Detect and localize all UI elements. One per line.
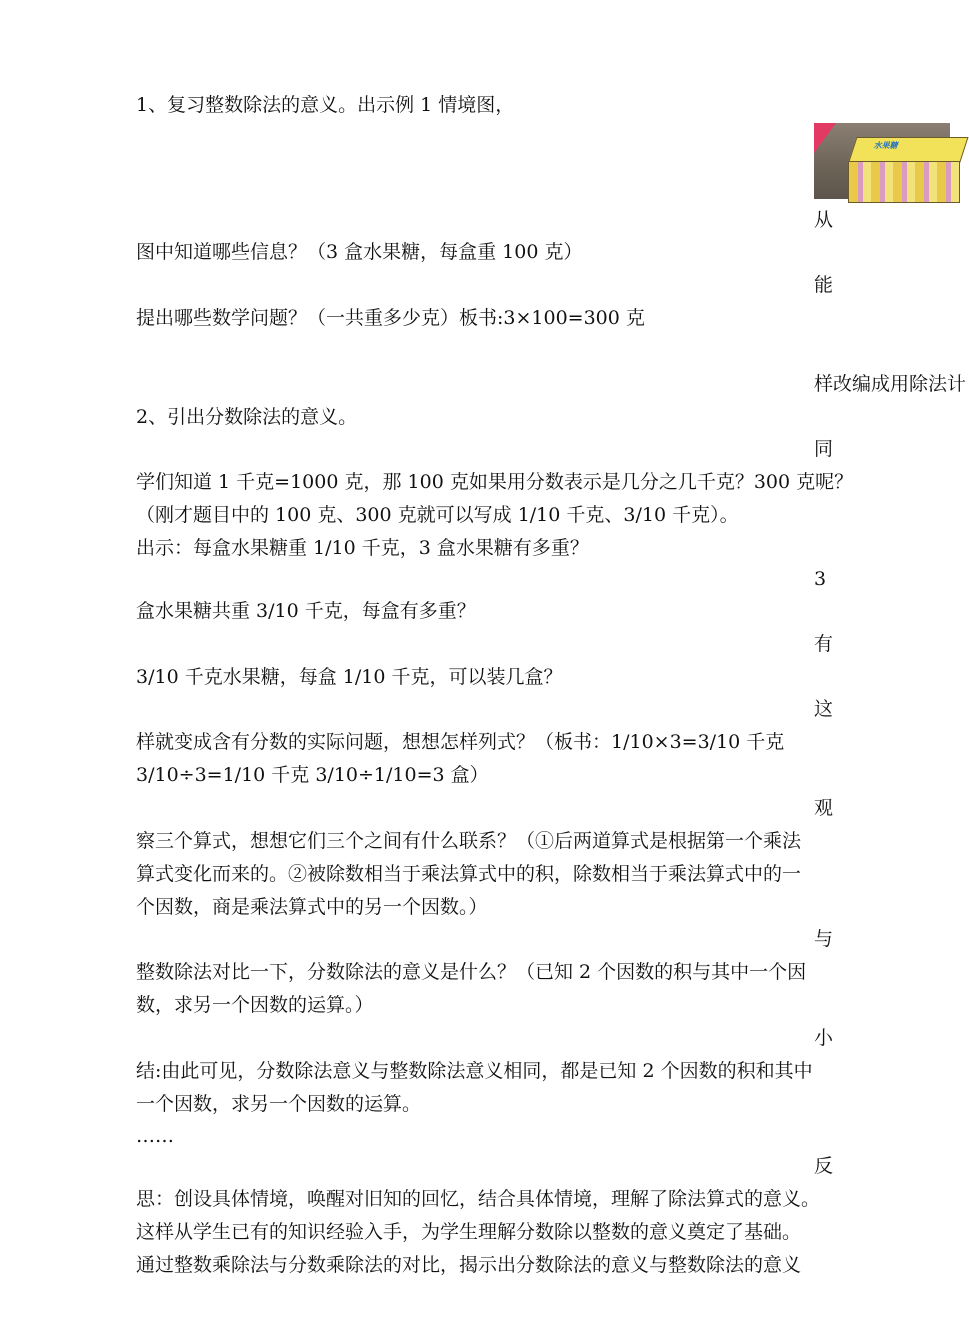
margin-char-4: 同 — [814, 438, 834, 460]
text-line-2: 图中知道哪些信息？（3 盒水果糖，每盒重 100 克） — [136, 241, 583, 263]
text-line-19: …… — [136, 1125, 174, 1147]
text-line-8: 盒水果糖共重 3/10 千克，每盒有多重？ — [136, 600, 476, 622]
margin-char-7: 这 — [814, 698, 834, 720]
text-line-20: 思：创设具体情境，唤醒对旧知的回忆，结合具体情境，理解了除法算式的意义。 — [136, 1188, 821, 1210]
margin-char-11: 反 — [814, 1155, 834, 1177]
margin-char-3: 样改编成用除法计 — [814, 373, 967, 395]
text-line-9: 3/10 千克水果糖，每盒 1/10 千克，可以装几盒？ — [136, 666, 563, 688]
text-line-5: 学们知道 1 千克=1000 克，那 100 克如果用分数表示是几分之几千克？300 克呢？ — [136, 471, 854, 493]
margin-char-1: 从 — [814, 209, 834, 231]
text-line-12: 察三个算式，想想它们三个之间有什么联系？（①后两道算式是根据第一个乘法 — [136, 830, 802, 852]
candy-box-photo — [814, 123, 950, 199]
candy-box-label: 水果糖 — [872, 141, 900, 150]
text-line-14: 个因数，商是乘法算式中的另一个因数。） — [136, 896, 488, 918]
text-line-10: 样就变成含有分数的实际问题，想想怎样列式？（板书：1/10×3=3/10 千克 — [136, 731, 785, 753]
text-line-21: 这样从学生已有的知识经验入手，为学生理解分数除以整数的意义奠定了基础。 — [136, 1221, 802, 1243]
text-line-3: 提出哪些数学问题？（一共重多少克）板书:3×100=300 克 — [136, 307, 645, 329]
margin-char-9: 与 — [814, 928, 834, 950]
text-line-4: 2、引出分数除法的意义。 — [136, 406, 358, 428]
text-line-18: 一个因数，求另一个因数的运算。 — [136, 1093, 422, 1115]
text-line-7: 出示：每盒水果糖重 1/10 千克，3 盒水果糖有多重？ — [136, 537, 589, 559]
margin-char-10: 小 — [814, 1027, 834, 1049]
margin-char-2: 能 — [814, 274, 834, 296]
text-line-13: 算式变化而来的。②被除数相当于乘法算式中的积，除数相当于乘法算式中的一 — [136, 863, 802, 885]
margin-char-8: 观 — [814, 797, 834, 819]
text-line-17: 结:由此可见，分数除法意义与整数除法意义相同，都是已知 2 个因数的积和其中 — [136, 1060, 813, 1082]
text-line-16: 数，求另一个因数的运算。） — [136, 994, 374, 1016]
text-line-1: 1、复习整数除法的意义。出示例 1 情境图， — [136, 94, 515, 116]
text-line-11: 3/10÷3=1/10 千克 3/10÷1/10=3 盒） — [136, 764, 489, 786]
text-line-6: （刚才题目中的 100 克、300 克就可以写成 1/10 千克、3/10 千克）。 — [136, 504, 739, 526]
margin-char-6: 有 — [814, 633, 834, 655]
margin-char-5: 3 — [814, 568, 827, 590]
text-line-15: 整数除法对比一下，分数除法的意义是什么？（已知 2 个因数的积与其中一个因 — [136, 961, 807, 983]
text-line-22: 通过整数乘除法与分数乘除法的对比，揭示出分数除法的意义与整数除法的意义 — [136, 1254, 802, 1276]
